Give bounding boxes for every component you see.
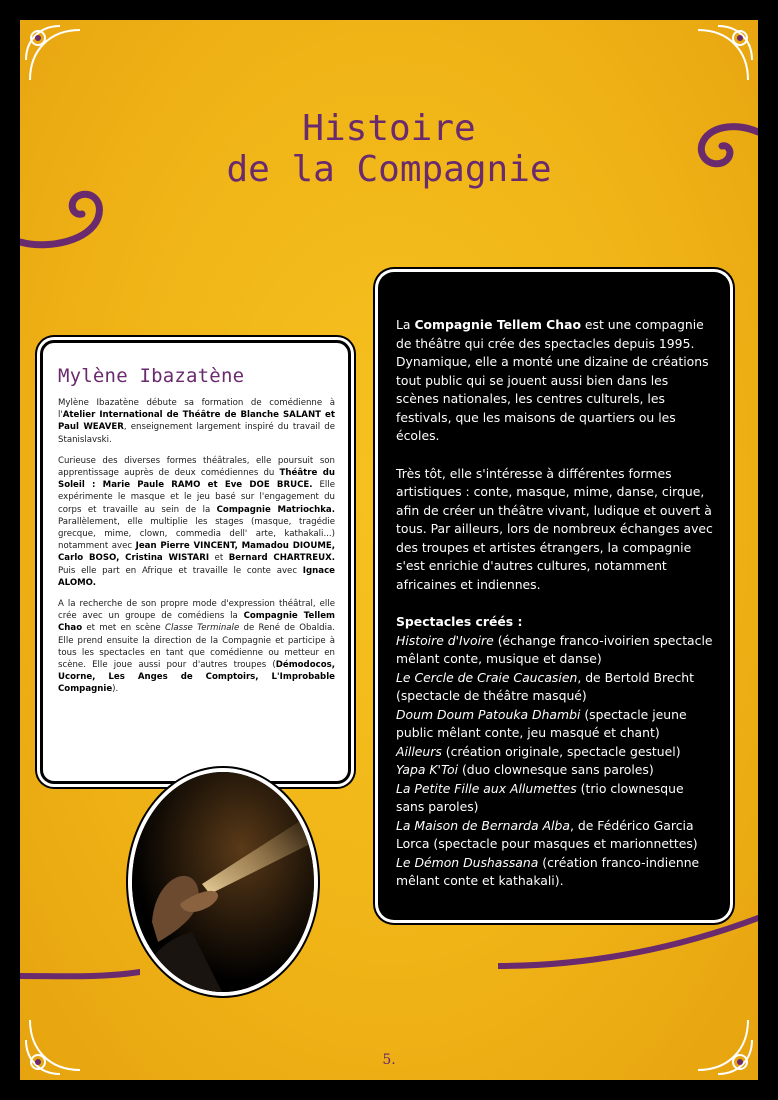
portrait-paragraph-1: Mylène Ibazatène débute sa formation de comédienne à l'Atelier International de Théâtre de Blanche SALANT et Paul WEAVER, enseignement largement inspiré du travail de Stanislavski.	[58, 398, 335, 445]
show-description: (échange franco-ivoirien spectacle mêlant conte, musique et danse)	[396, 632, 713, 666]
purple-swirl-left-icon	[20, 180, 130, 260]
show-item	[396, 761, 714, 780]
purple-swirl-bottom-left-icon	[20, 950, 140, 990]
show-description: (spectacle jeune public mêlant conte, jeu masqué et chant)	[396, 706, 687, 740]
show-item	[396, 669, 714, 706]
show-description: (trio clownesque sans paroles)	[396, 780, 684, 814]
page-number: 5.	[382, 1052, 396, 1068]
performer-blowing-sand-icon	[132, 772, 314, 992]
corner-ornament-top-left-icon	[20, 20, 100, 100]
shows-title: Spectacles créés :	[396, 614, 523, 629]
corner-ornament-top-right-icon	[678, 20, 758, 100]
show-item	[396, 743, 714, 762]
show-title: Doum Doum Patouka Dhambi	[396, 706, 581, 722]
show-description: , de Fédérico Garcia Lorca (spectacle pour masques et marionnettes)	[396, 817, 698, 851]
show-item	[396, 817, 714, 854]
show-description: (création originale, spectacle gestuel)	[441, 743, 681, 759]
show-title: Yapa K'Toi	[396, 762, 459, 777]
show-item	[396, 632, 714, 669]
company-panel	[378, 272, 730, 920]
show-description: , de Bertold Brecht (spectacle de théâtre masqué)	[396, 669, 694, 703]
company-paragraph-2: Très tôt, elle s'intéresse à différentes formes artistiques : conte, masque, mime, danse, cirque, afin de créer un théâtre vivant, ludique et ouvert à tous. Par ailleurs, lors de nombreux échanges avec des troupes et artistes étrangers, la compagnie s'est enrichie d'autres cultures, notamment africaines et indiennes.	[396, 465, 713, 592]
show-item	[396, 706, 714, 743]
corner-ornament-bottom-right-icon	[678, 1000, 758, 1080]
portrait-name: Mylène Ibazatène	[58, 365, 245, 387]
show-title: Ailleurs	[396, 743, 442, 759]
corner-ornament-bottom-left-icon	[20, 1000, 100, 1080]
show-title: La Maison de Bernarda Alba	[396, 817, 570, 833]
show-title: Le Cercle de Craie Caucasien	[396, 669, 578, 685]
show-description: (duo clownesque sans paroles)	[458, 762, 654, 777]
page-title	[20, 108, 758, 190]
portrait-paragraph-3: A la recherche de son propre mode d'expression théâtral, elle crée avec un groupe de comédiens la Compagnie Tellem Chao et met en scène Classe Terminale de René de Obaldia. Elle prend ensuite la direction de la Compagnie et participe à tous les spectacles en tant que comédienne ou metteur en scène. Elle joue aussi pour d'autres troupes (Démodocos, Ucorne, Les Anges de Comptoirs, L'Improbable Compagnie).	[58, 599, 335, 695]
show-description: (création franco-indienne mêlant conte et kathakali).	[396, 854, 700, 888]
performer-photo	[128, 768, 318, 996]
shows-list	[396, 632, 714, 891]
page-title-line-1: Histoire	[302, 108, 476, 149]
show-title: Histoire d'Ivoire	[396, 632, 494, 648]
show-item	[396, 854, 714, 891]
page-title-line-2: de la Compagnie	[226, 149, 552, 190]
show-title: Le Démon Dushassana	[396, 854, 539, 870]
brochure-page	[20, 20, 758, 1080]
show-title: La Petite Fille aux Allumettes	[396, 780, 577, 796]
show-item	[396, 780, 714, 817]
portrait-panel	[40, 340, 351, 784]
company-paragraph-1: La Compagnie Tellem Chao est une compagnie de théâtre qui crée des spectacles depuis 1995. Dynamique, elle a monté une dizaine de créations tout public qui se jouent aussi bien dans les scènes nationales, les centres culturels, les festivals, que les maisons de quartiers ou les écoles.	[396, 317, 709, 443]
portrait-paragraph-2: Curieuse des diverses formes théâtrales, elle poursuit son apprentissage auprès de deux comédiennes du Théâtre du Soleil : Marie Paule RAMO et Eve DOE BRUCE. Elle expérimente le masque et le jeu basé sur l'engagement du corps et travaille au sein de la Compagnie Matriochka. Parallèlement, elle multiplie les stages (masque, tragédie grecque, mime, clown, commedia dell' arte, kathakali...) notamment avec Jean Pierre VINCENT, Mamadou DIOUME, Carlo BOSO, Cristina WISTARI et Bernard CHARTREUX. Puis elle part en Afrique et travaille le conte avec Ignace ALOMO.	[58, 455, 336, 588]
